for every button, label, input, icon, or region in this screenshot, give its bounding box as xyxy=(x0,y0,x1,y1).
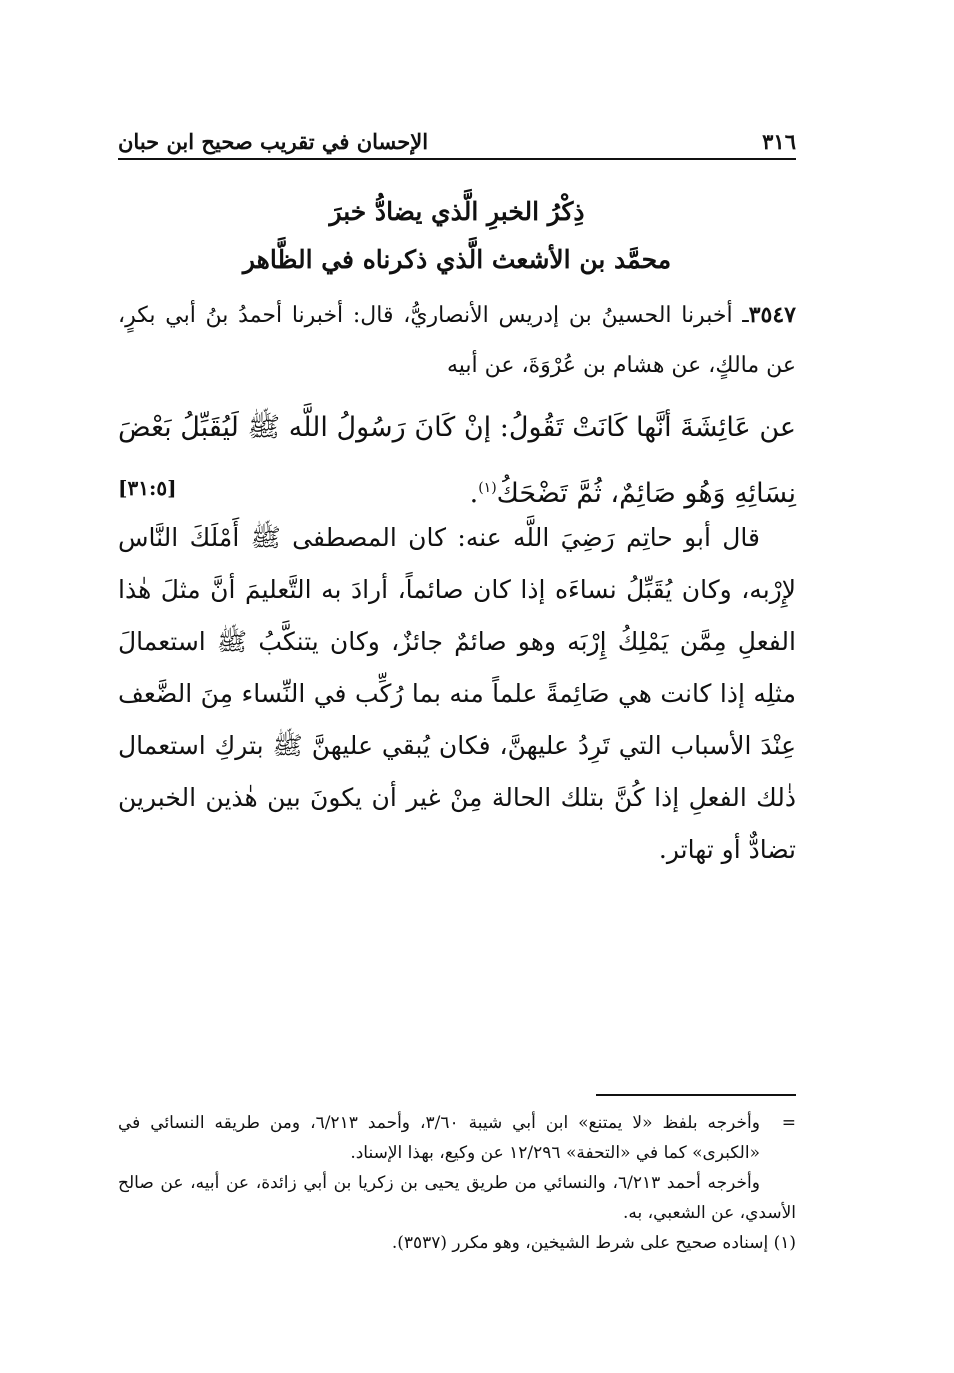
hadith-matn: عن عَائِشَةَ أنَّها كَانَتْ تَقُولُ: إنْ كَانَ رَسُولُ اللَّه ﷺ لَيُقَبِّلُ بَعْضَ نِسَائِهِ وَهُو صَائِمٌ، ثُمَّ تَضْحَكُ xyxy=(118,412,796,509)
continuation-mark: = xyxy=(781,1113,796,1133)
hadith-reference: [٣١:٥] xyxy=(118,476,177,500)
footnote-second: وأخرجه أحمد ٦/٢١٣، والنسائي من طريق يحيى بن زكريا بن أبي زائدة، عن أبيه، عن صالح الأسدي، عن الشعبي، به. xyxy=(118,1173,796,1223)
header-rule xyxy=(118,158,796,160)
footnote-marker: (١) xyxy=(478,480,497,496)
isnad-text: ـ أخبرنا الحسينُ بن إدريس الأنصاريُّ، قال: أخبرنا أحمدُ بنُ أبي بكرٍ، عن مالكٍ، عن هشام بن عُرْوَةَ، عن أبيه xyxy=(118,303,796,378)
chapter-heading-line-1: ذِكْرُ الخبرِ الَّذي يضادُّ خبرَ xyxy=(329,197,585,226)
chapter-heading-line-2: محمَّد بن الأشعث الَّذي ذكرناه في الظَّاهر xyxy=(242,245,672,274)
page-header xyxy=(118,118,796,154)
hadith-text xyxy=(118,398,796,524)
hadith-number: ٣٥٤٧ xyxy=(748,302,796,328)
footnote-continuation xyxy=(118,1108,796,1168)
commentary-paragraph: قال أبو حاتِم رَضِيَ اللَّه عنه: كان المصطفى ﷺ أَمْلَكَ النَّاس لإِرْبه، وكان يُقَبِّلُ نساءَه إذا كان صائماً، أرادَ به التَّعليمَ أنَّ مثلَ هٰذا الفعلِ مِمَّن يَمْلِكُ إِرْبَه وهو صائمٌ جائزٌ، وكان يتنكَّبُ ﷺ استعمالَ مثلِه إذا كانت هي صَائِمةً علماً منه بما رُكِّب في النِّساء مِنَ الضَّعف عِنْدَ الأسباب التي تَرِدُ عليهنَّ، فكان يُبقي عليهنَّ ﷺ بتركِ استعمال ذٰلك الفعلِ إذا كُنَّ بتلك الحالة مِنْ غير أن يكونَ بين هٰذين الخبرين تضادٌّ أو تهاتر. xyxy=(118,523,796,864)
hadith-end: . xyxy=(469,478,479,509)
footnote-continuation-text: وأخرجه بلفظ «لا يمتنع» ابن أبي شيبة ٣/٦٠، وأحمد ٦/٢١٣، ومن طريقه النسائي في «الكبرى» كما في «التحفة» ١٢/٢٩٦ عن وكيع، بهذا الإسناد. xyxy=(118,1113,760,1163)
page-number: ٣١٦ xyxy=(762,129,796,154)
footnotes xyxy=(118,1108,796,1258)
hadith-isnad xyxy=(118,290,796,391)
running-title: الإحسان في تقريب صحيح ابن حبان xyxy=(118,129,429,154)
footnote-1: (١) إسناده صحيح على شرط الشيخين، وهو مكرر (٣٥٣٧). xyxy=(391,1233,796,1253)
footnote-rule xyxy=(596,1094,796,1096)
chapter-heading xyxy=(118,188,796,284)
